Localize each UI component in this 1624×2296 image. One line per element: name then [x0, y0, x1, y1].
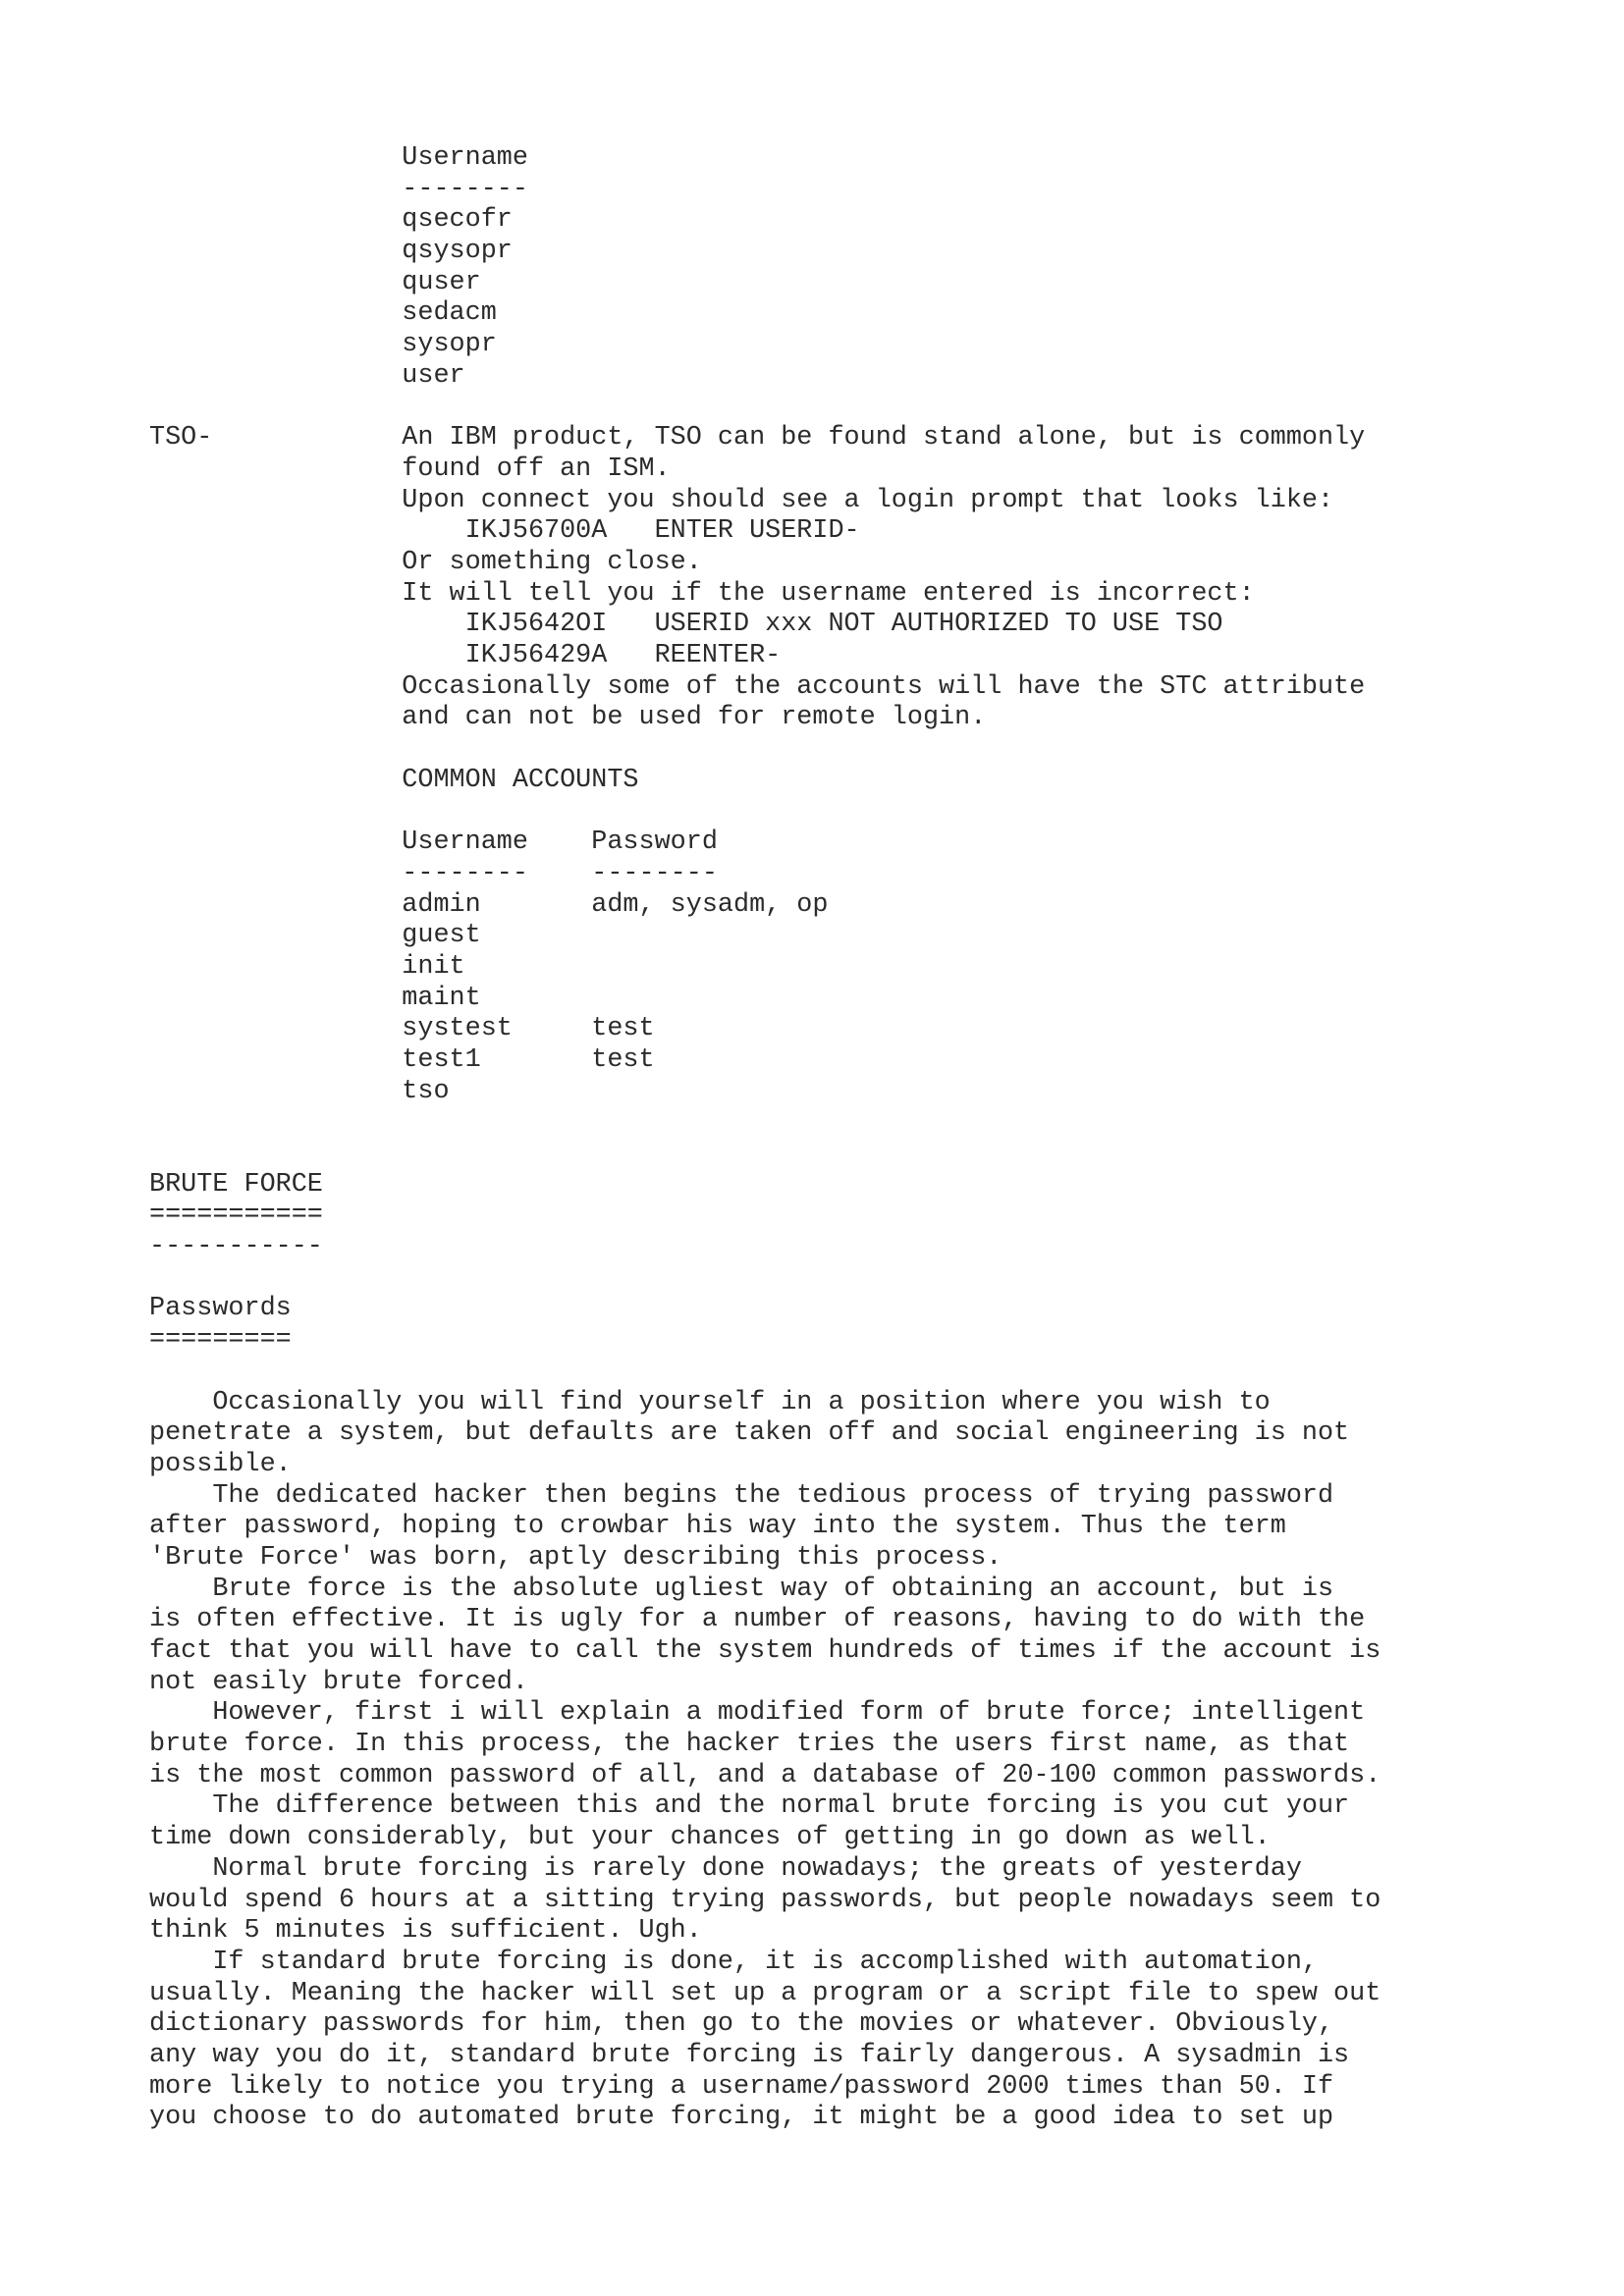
text-line: would spend 6 hours at a sitting trying passwords, but people nowadays seem to — [149, 1885, 1381, 1915]
text-line: and can not be used for remote login. — [149, 703, 987, 733]
text-line: Username — [149, 143, 528, 173]
text-line: maint — [149, 983, 481, 1013]
text-line: brute force. In this process, the hacker tries the users first name, as that — [149, 1730, 1350, 1760]
text-line — [149, 1139, 1380, 1170]
text-line: is often effective. It is ugly for a number of reasons, having to do with the — [149, 1605, 1366, 1635]
text-line: If standard brute forcing is done, it is accomplished with automation, — [149, 1947, 1318, 1977]
text-line: admin adm, sysadm, op — [149, 889, 829, 920]
text-line: test1 test — [149, 1044, 655, 1075]
text-line: 'Brute Force' was born, aptly describing this process. — [149, 1542, 1002, 1573]
text-line: penetrate a system, but defaults are taken off and social engineering is not — [149, 1418, 1350, 1449]
text-line: It will tell you if the username entered is incorrect: — [149, 578, 1255, 609]
text-line: time down considerably, but your chances of getting in go down as well. — [149, 1823, 1271, 1853]
text-line: systest test — [149, 1014, 655, 1044]
text-line: think 5 minutes is sufficient. Ugh. — [149, 1916, 702, 1947]
text-line: not easily brute forced. — [149, 1667, 528, 1697]
text-line: ----------- — [149, 1232, 323, 1262]
text-line: ========= — [149, 1325, 292, 1356]
text-line: -------- — [149, 174, 528, 204]
text-line: The dedicated hacker then begins the tedious process of trying password — [149, 1480, 1334, 1511]
text-line: after password, hoping to crowbar his way into the system. Thus the term — [149, 1512, 1286, 1542]
text-line: IKJ5642OI USERID xxx NOT AUTHORIZED TO USE TSO — [149, 610, 1223, 640]
text-line: Occasionally you will find yourself in a position where you wish to — [149, 1387, 1271, 1417]
text-line: init — [149, 951, 465, 982]
text-line — [149, 734, 1380, 766]
text-line: IKJ56700A ENTER USERID- — [149, 516, 860, 547]
text-line: tso — [149, 1076, 450, 1106]
text-line: However, first i will explain a modified form of brute force; intelligent — [149, 1698, 1366, 1729]
text-line: sysopr — [149, 330, 497, 360]
text-line — [149, 1263, 1380, 1295]
text-line — [149, 1357, 1380, 1388]
document-page — [149, 143, 1380, 2134]
text-line: Occasionally some of the accounts will have the STC attribute — [149, 671, 1366, 702]
text-line: Brute force is the absolute ugliest way of obtaining an account, but is — [149, 1574, 1334, 1604]
text-line: qsysopr — [149, 237, 513, 267]
text-line: found off an ISM. — [149, 454, 671, 484]
text-line — [149, 1107, 1380, 1139]
text-line: usually. Meaning the hacker will set up a program or a script file to spew out — [149, 1978, 1381, 2008]
text-line — [149, 796, 1380, 828]
text-line: BRUTE FORCE — [149, 1169, 323, 1200]
text-line: possible. — [149, 1449, 292, 1479]
text-line: Upon connect you should see a login prompt that looks like: — [149, 485, 1334, 515]
text-line: fact that you will have to call the system hundreds of times if the account is — [149, 1636, 1381, 1666]
text-line: Username Password — [149, 828, 718, 858]
text-line: you choose to do automated brute forcing, it might be a good idea to set up — [149, 2103, 1334, 2133]
text-line: user — [149, 360, 465, 391]
text-line: -------- -------- — [149, 858, 718, 888]
text-line: Or something close. — [149, 547, 702, 577]
text-line: qsecofr — [149, 205, 513, 236]
text-line: COMMON ACCOUNTS — [149, 765, 639, 795]
text-line: sedacm — [149, 298, 497, 329]
text-line: TSO- An IBM product, TSO can be found stand alone, but is commonly — [149, 423, 1366, 454]
text-line: IKJ56429A REENTER- — [149, 641, 782, 670]
text-line: is the most common password of all, and a database of 20-100 common passwords. — [149, 1760, 1381, 1790]
text-line: dictionary passwords for him, then go to the movies or whatever. Obviously, — [149, 2009, 1334, 2040]
text-line: =========== — [149, 1201, 323, 1231]
text-line — [149, 393, 1380, 424]
text-line: any way you do it, standard brute forcing is fairly dangerous. A sysadmin is — [149, 2040, 1350, 2070]
text-line: The difference between this and the normal brute forcing is you cut your — [149, 1791, 1350, 1822]
text-line: quser — [149, 267, 481, 297]
text-line: guest — [149, 921, 481, 951]
text-line: Passwords — [149, 1294, 292, 1324]
text-line: more likely to notice you trying a username/password 2000 times than 50. If — [149, 2071, 1334, 2102]
text-line: Normal brute forcing is rarely done nowadays; the greats of yesterday — [149, 1853, 1302, 1884]
